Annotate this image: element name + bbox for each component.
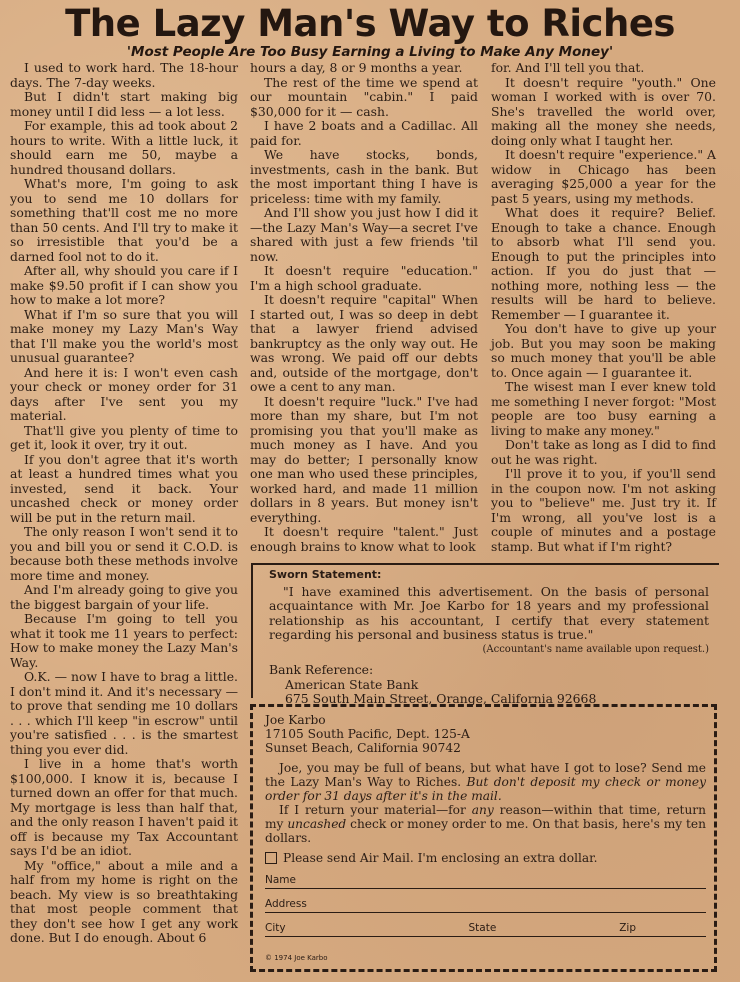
accountant-note: (Accountant's name available upon request.) xyxy=(482,643,709,655)
sworn-statement-quote: "I have examined this advertisement. On the basis of personal acquaintance with Mr. Joe Karbo for 18 years and my professional relationship as his accountant, I certify that every statement regarding his personal and business status is true." xyxy=(269,583,709,642)
address-field[interactable] xyxy=(265,891,706,913)
coupon-recipient-name: Joe Karbo xyxy=(265,713,326,727)
paragraph: And I'll show you just how I did it—the Lazy Man's Way—a secret I've shared with just a few friends 'til now. xyxy=(250,205,478,264)
address-field-label: Address xyxy=(265,898,307,910)
paragraph: for. And I'll tell you that. xyxy=(491,60,645,75)
paragraph: Because I'm going to tell you what it took me 11 years to perfect: How to make money the Lazy Man's Way. xyxy=(10,611,238,670)
paragraph: I used to work hard. The 18-hour days. The 7-day weeks. xyxy=(10,60,238,90)
paragraph: That'll give you plenty of time to get it, look it over, try it out. xyxy=(10,422,238,452)
subhead: 'Most People Are Too Busy Earning a Living to Make Any Money' xyxy=(126,44,614,60)
headline: The Lazy Man's Way to Riches xyxy=(65,2,675,45)
coupon-body-italic: But don't deposit my check or money order for 31 days after it's in the mail. xyxy=(265,775,707,803)
paragraph: I'll prove it to you, if you'll send in the coupon now. I'm not asking you to "believe" me. Just try it. If I'm wrong, all you've lost is a couple of minutes and a postage stamp. But what if I'm right? xyxy=(491,466,716,554)
air-mail-checkbox[interactable] xyxy=(265,852,277,864)
paragraph: It doesn't require "youth." One woman I worked with is over 70. She's travelled the world over, making all the money she needs, doing only what I taught her. xyxy=(491,74,716,148)
bank-address: 675 South Main Street, Orange, California 92668 xyxy=(285,691,597,706)
order-coupon[interactable] xyxy=(250,704,717,972)
bank-reference xyxy=(269,663,709,707)
paragraph: And here it is: I won't even cash your check or money order for 31 days after I've sent you my material. xyxy=(10,364,238,423)
zip-field-label: Zip xyxy=(619,922,636,934)
air-mail-label: Please send Air Mail. I'm enclosing an extra dollar. xyxy=(283,851,598,865)
paragraph: It doesn't require "luck." I've had more than my share, but I'm not promising you that you'll make as much money as I have. And you may do better; I personally know one man who used these principles, worked hard, and made 11 million dollars in 8 years. But money isn't everything. xyxy=(250,393,478,525)
bank-reference-label: Bank Reference: xyxy=(269,662,374,677)
paragraph: We have stocks, bonds, investments, cash in the bank. But the most important thing I have is priceless: time with my family. xyxy=(250,147,478,206)
name-field[interactable] xyxy=(265,867,706,889)
paragraph: What does it require? Belief. Enough to take a chance. Enough to absorb what I'll send you. Enough to put the principles into action. If you do just that — nothing more, nothing less — the results will be hard to believe. Remember — I guarantee it. xyxy=(491,205,716,322)
coupon-recipient-street: 17105 South Pacific, Dept. 125-A xyxy=(265,727,470,741)
coupon-body-2 xyxy=(265,803,706,845)
state-field-label: State xyxy=(468,922,497,934)
paragraph: It doesn't require "education." I'm a high school graduate. xyxy=(250,263,478,293)
air-mail-option[interactable] xyxy=(265,851,706,865)
name-field-label: Name xyxy=(265,874,296,886)
bank-name: American State Bank xyxy=(285,676,419,692)
city-field-label: City xyxy=(265,922,286,934)
coupon-body-text: Joe, you may be full of beans, but what have I got to lose? Send me the Lazy Man's Way to Riches. xyxy=(265,761,706,789)
article-column-2 xyxy=(250,61,478,554)
sworn-statement-label: Sworn Statement: xyxy=(269,568,382,581)
paragraph: You don't have to give up your job. But you may soon be making so much money that you'll be able to. Once again — I guarantee it. xyxy=(491,321,716,380)
sworn-statement-box xyxy=(251,563,719,706)
coupon-body2-b: reason—within that time, return my xyxy=(265,803,706,831)
paragraph: It doesn't require "talent." Just enough brains to know what to look xyxy=(250,524,478,554)
paragraph: It doesn't require "experience." A widow in Chicago has been averaging $25,000 a year for the past 5 years, using my methods. xyxy=(491,147,716,206)
paragraph: And I'm already going to give you the biggest bargain of your life. xyxy=(10,582,238,612)
paragraph: But I didn't start making big money until I did less — a lot less. xyxy=(10,89,238,119)
coupon-address xyxy=(265,713,706,755)
paragraph: If you don't agree that it's worth at least a hundred times what you invested, send it back. Your uncashed check or money order will be put in the return mail. xyxy=(10,451,238,525)
paragraph: Don't take as long as I did to find out he was right. xyxy=(491,437,716,467)
paragraph: My "office," about a mile and a half from my home is right on the beach. My view is so breathtaking that most people comment that they don't see how I get any work done. But I do enough. About 6 xyxy=(10,857,238,945)
paragraph: I have 2 boats and a Cadillac. All paid for. xyxy=(250,118,478,148)
coupon-recipient-city: Sunset Beach, California 90742 xyxy=(265,741,461,755)
paragraph: I live in a home that's worth $100,000. I know it is, because I turned down an offer for that much. My mortgage is less than half that, and the only reason I haven't paid it off is because my Tax Accountant says I'd be an idiot. xyxy=(10,756,238,858)
paragraph: The wisest man I ever knew told me something I never forgot: "Most people are too busy earning a living to make any money." xyxy=(491,379,716,438)
paragraph: After all, why should you care if I make $9.50 profit if I can show you how to make a lot more? xyxy=(10,263,238,307)
coupon-body2-uncashed: uncashed xyxy=(287,817,347,831)
coupon-body2-a: If I return your material—for xyxy=(279,803,472,817)
paragraph: What's more, I'm going to ask you to send me 10 dollars for something that'll cost me no more than 50 cents. And I'll try to make it so irresistible that you'd be a darned fool not to do it. xyxy=(10,176,238,264)
paragraph: The rest of the time we spend at our mountain "cabin." I paid $30,000 for it — cash. xyxy=(250,74,478,119)
paragraph: O.K. — now I have to brag a little. I don't mind it. And it's necessary — to prove that sending me 10 dollars . . . which I'll keep "in escrow" until you're satisfied . . . is the smartest thing you ever did. xyxy=(10,669,238,757)
coupon-body2-any: any xyxy=(471,803,494,817)
paragraph: For example, this ad took about 2 hours to write. With a little luck, it should earn me 50, maybe a hundred thousand dollars. xyxy=(10,118,238,177)
paragraph: It doesn't require "capital" When I started out, I was so deep in debt that a lawyer friend advised bankruptcy as the only way out. He was wrong. We paid off our debts and, outside of the mortgage, don't owe a cent to any man. xyxy=(250,292,478,394)
coupon-body xyxy=(265,761,706,803)
paragraph: What if I'm so sure that you will make money my Lazy Man's Way that I'll make you the world's most unusual guarantee? xyxy=(10,306,238,365)
paragraph: hours a day, 8 or 9 months a year. xyxy=(250,60,463,75)
city-state-zip-field[interactable] xyxy=(265,915,706,937)
copyright: © 1974 Joe Karbo xyxy=(265,954,328,962)
article-column-1 xyxy=(10,61,238,946)
article-column-3 xyxy=(491,61,716,554)
coupon-body2-c: check or money order to me. On that basis, here's my ten dollars. xyxy=(265,817,706,845)
paragraph: The only reason I won't send it to you and bill you or send it C.O.D. is because both these methods involve more time and money. xyxy=(10,524,238,583)
